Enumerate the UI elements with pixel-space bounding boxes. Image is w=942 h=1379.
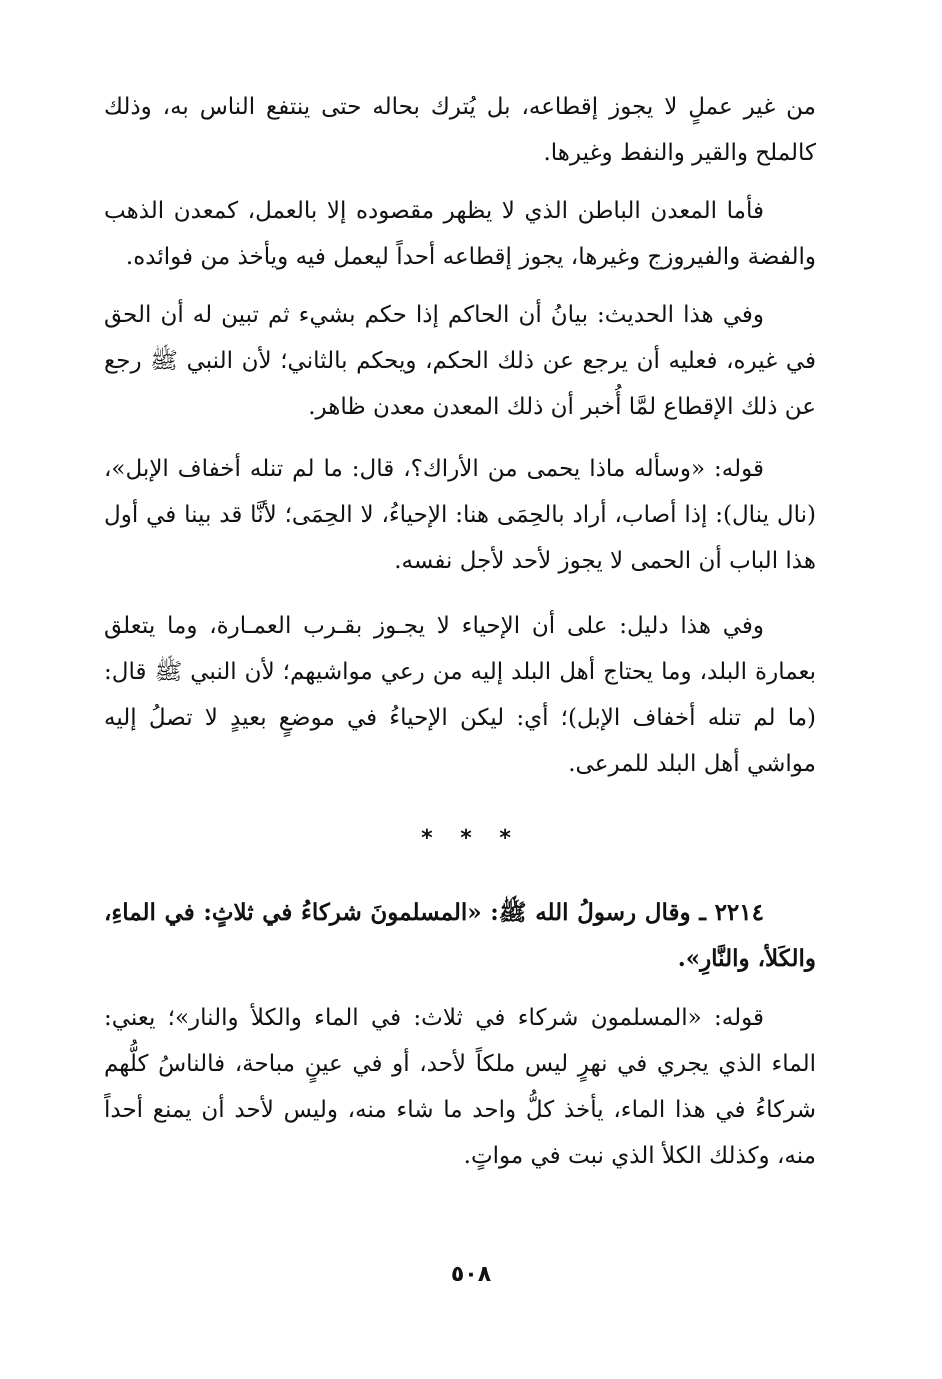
section-separator: * * * <box>421 826 521 851</box>
paragraph-2: فأما المعدن الباطن الذي لا يظهر مقصوده إلا بالعمل، كمعدن الذهب والفضة والفيروزج وغيرها، يجوز إقطاعه أحداً ليعمل فيه ويأخذ من فوائده. <box>104 198 816 270</box>
paragraph-3: وفي هذا الحديث: بيانُ أن الحاكم إذا حكم بشيء ثم تبين له أن الحق في غيره، فعليه أن يرجع عن ذلك الحكم، ويحكم بالثاني؛ لأن النبي ﷺ رجع عن ذلك الإقطاع لمَّا أُخبر أن ذلك المعدن معدن ظاهر. <box>104 302 816 420</box>
page-number: ٥٠٨ <box>450 1262 492 1287</box>
paragraph-1: من غير عملٍ لا يجوز إقطاعه، بل يُترك بحاله حتى ينتفع الناس به، وذلك كالملح والقير والنفط وغيرها. <box>104 94 816 166</box>
paragraph-4: قوله: «وسأله ماذا يحمى من الأراك؟، قال: ما لم تنله أخفاف الإبل»، (نال ينال): إذا أصاب، أراد بالحِمَى هنا: الإحياءُ، لا الحِمَى؛ لأنَّا قد بينا في أول هذا الباب أن الحمى لا يجوز لأحد لأجل نفسه. <box>104 456 816 574</box>
hadith-heading: ٢٢١٤ ـ وقال رسولُ الله ﷺ: «المسلمونَ شركاءُ في ثلاثٍ: في الماءِ، والكَلأ، والنَّارِ». <box>104 899 816 972</box>
paragraph-7: قوله: «المسلمون شركاء في ثلاث: في الماء والكلأ والنار»؛ يعني: الماء الذي يجري في نهرٍ ليس ملكاً لأحد، أو في عينٍ مباحة، فالناسُ كلُّهم شركاءُ في هذا الماء، يأخذ كلُّ واحد ما شاء منه، وليس لأحد أن يمنع أحداً منه، وكذلك الكلأ الذي نبت في مواتٍ. <box>104 1005 816 1169</box>
paragraph-5: وفي هذا دليل: على أن الإحياء لا يجـوز بقـرب العمـارة، وما يتعلق بعمارة البلد، وما يحتاج أهل البلد إليه من رعي مواشيهم؛ لأن النبي ﷺ قال: (ما لم تنله أخفاف الإبل)؛ أي: ليكن الإحياءُ في موضعٍ بعيدٍ لا تصلُ إليه مواشي أهل البلد للمرعى. <box>104 613 816 777</box>
